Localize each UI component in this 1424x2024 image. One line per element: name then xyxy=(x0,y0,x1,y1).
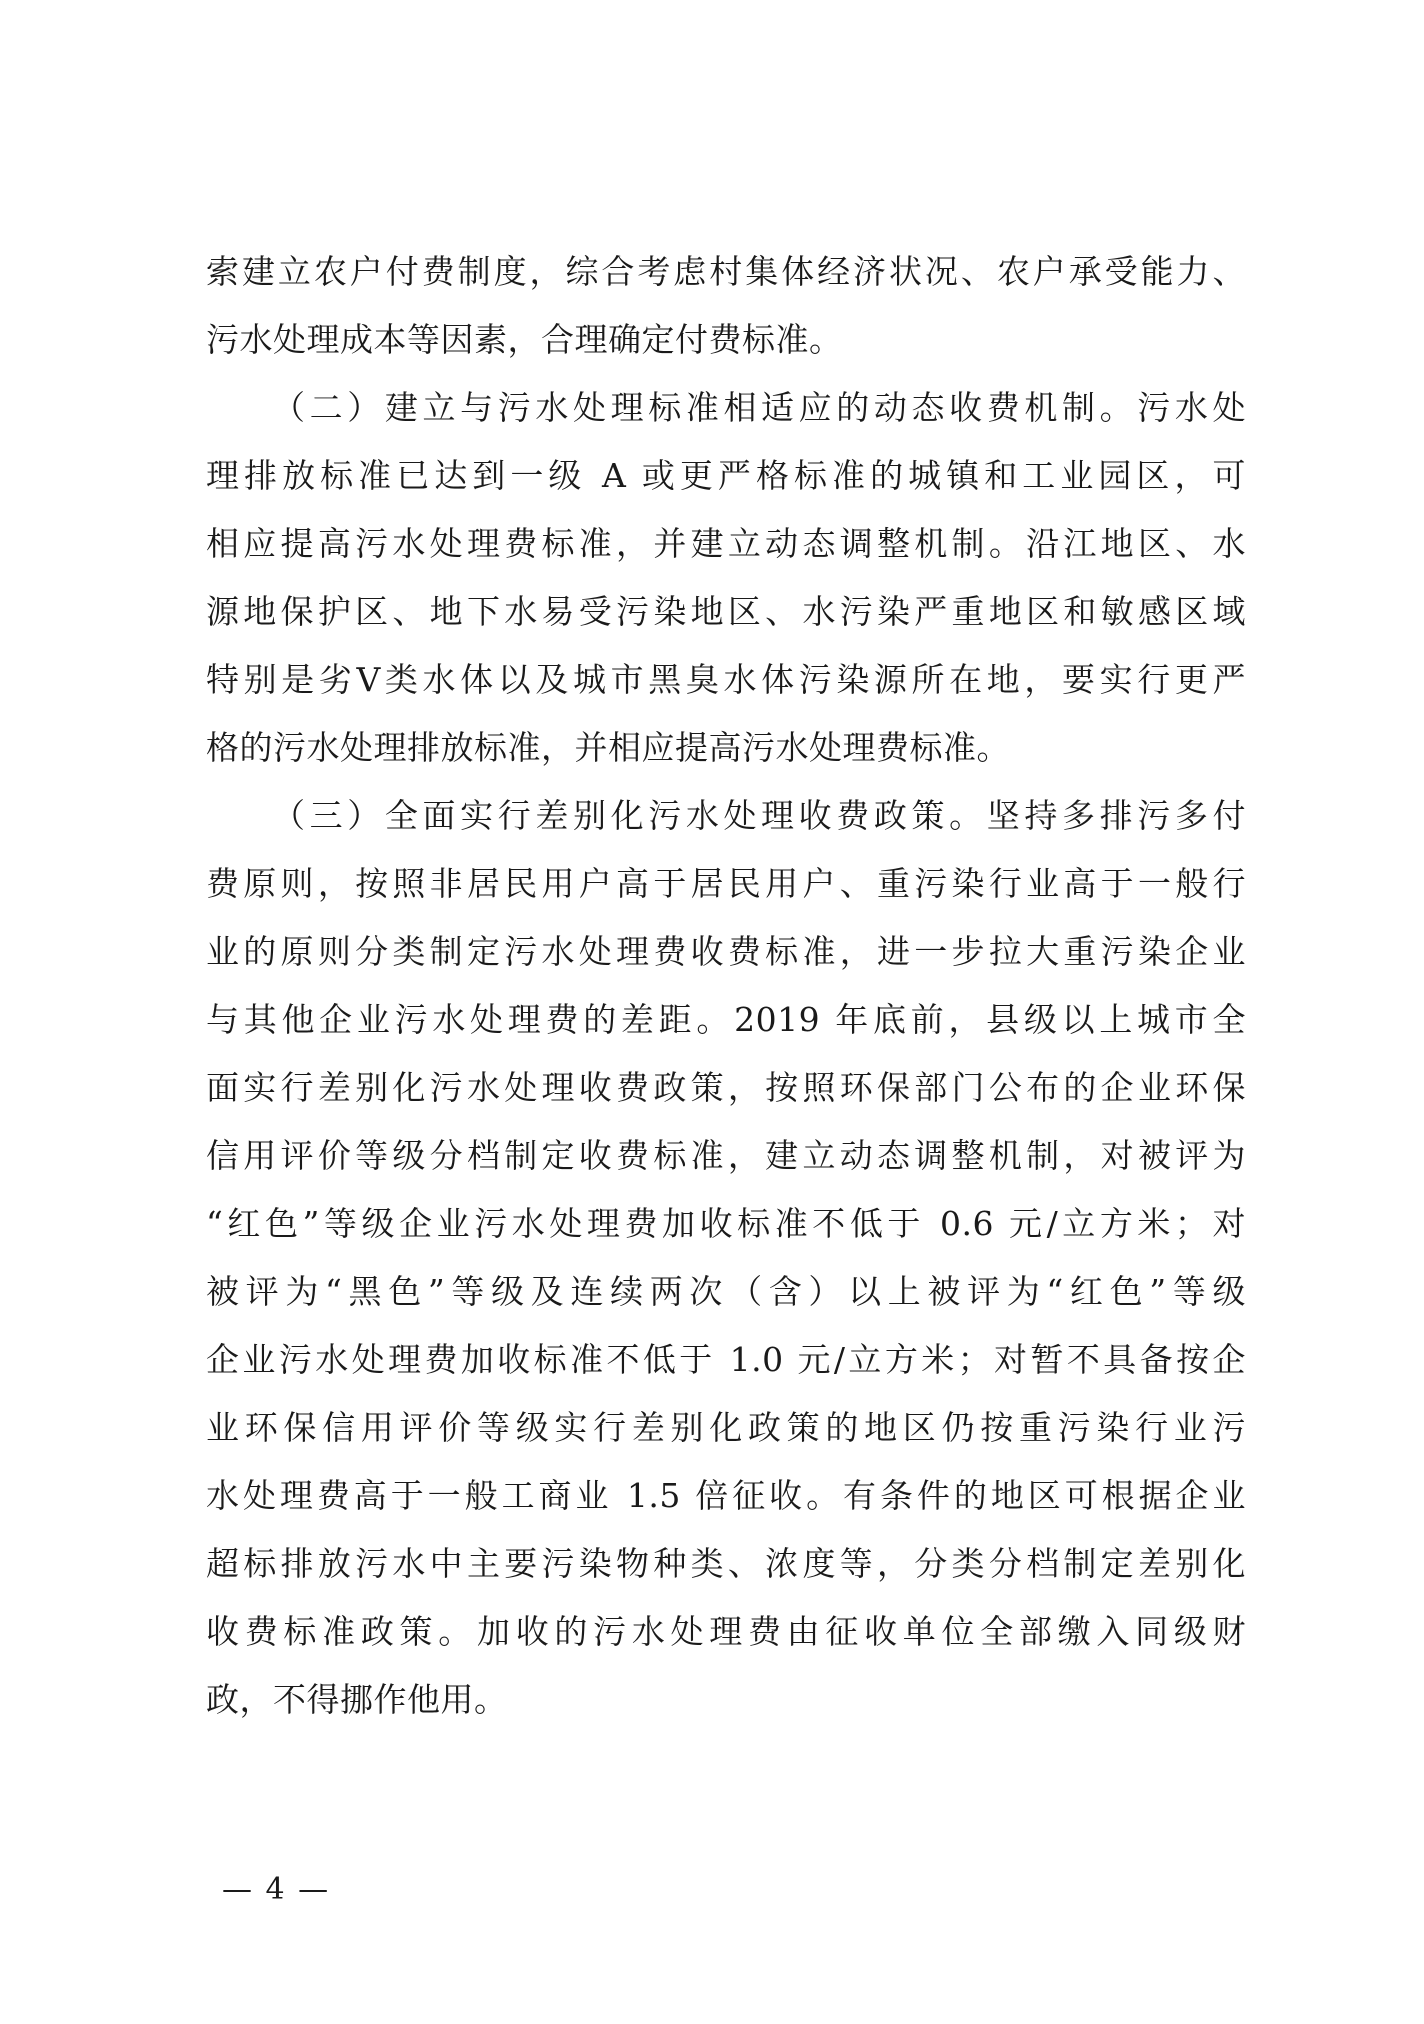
body-text xyxy=(206,238,1246,1734)
text-line: 污水处理成本等因素，合理确定付费标准。 xyxy=(206,320,843,359)
text-line: 费原则，按照非居民用户高于居民用户、重污染行业高于一般行 xyxy=(206,864,1246,903)
text-line: 理排放标准已达到一级 A 或更严格标准的城镇和工业园区，可 xyxy=(206,456,1246,495)
text-line: 信用评价等级分档制定收费标准，建立动态调整机制，对被评为 xyxy=(206,1136,1246,1175)
text-line: 水处理费高于一般工商业 1.5 倍征收。有条件的地区可根据企业 xyxy=(206,1476,1246,1515)
text-line: 源地保护区、地下水易受污染地区、水污染严重地区和敏感区域 xyxy=(206,592,1246,631)
text-line: 格的污水处理排放标准，并相应提高污水处理费标准。 xyxy=(206,728,1010,767)
text-line: 业的原则分类制定污水处理费收费标准，进一步拉大重污染企业 xyxy=(206,932,1246,971)
text-line: 企业污水处理费加收标准不低于 1.0 元/立方米；对暂不具备按企 xyxy=(206,1340,1246,1379)
text-line: 与其他企业污水处理费的差距。2019 年底前，县级以上城市全 xyxy=(206,1000,1246,1039)
page-number: — 4 — xyxy=(222,1872,331,1907)
text-line: “红色”等级企业污水处理费加收标准不低于 0.6 元/立方米；对 xyxy=(206,1204,1246,1243)
section-heading-line: （二）建立与污水处理标准相适应的动态收费机制。污水处 xyxy=(272,388,1246,427)
text-line: 被评为“黑色”等级及连续两次（含）以上被评为“红色”等级 xyxy=(206,1272,1246,1311)
text-line: 超标排放污水中主要污染物种类、浓度等，分类分档制定差别化 xyxy=(206,1544,1246,1583)
text-line: 索建立农户付费制度，综合考虑村集体经济状况、农户承受能力、 xyxy=(206,252,1246,291)
section-heading-line: （三）全面实行差别化污水处理收费政策。坚持多排污多付 xyxy=(272,796,1246,835)
text-line: 业环保信用评价等级实行差别化政策的地区仍按重污染行业污 xyxy=(206,1408,1246,1447)
text-line: 特别是劣Ⅴ类水体以及城市黑臭水体污染源所在地，要实行更严 xyxy=(206,660,1246,699)
text-line: 政，不得挪作他用。 xyxy=(206,1680,508,1719)
text-line: 面实行差别化污水处理收费政策，按照环保部门公布的企业环保 xyxy=(206,1068,1246,1107)
text-line: 收费标准政策。加收的污水处理费由征收单位全部缴入同级财 xyxy=(206,1612,1246,1651)
text-line: 相应提高污水处理费标准，并建立动态调整机制。沿江地区、水 xyxy=(206,524,1246,563)
